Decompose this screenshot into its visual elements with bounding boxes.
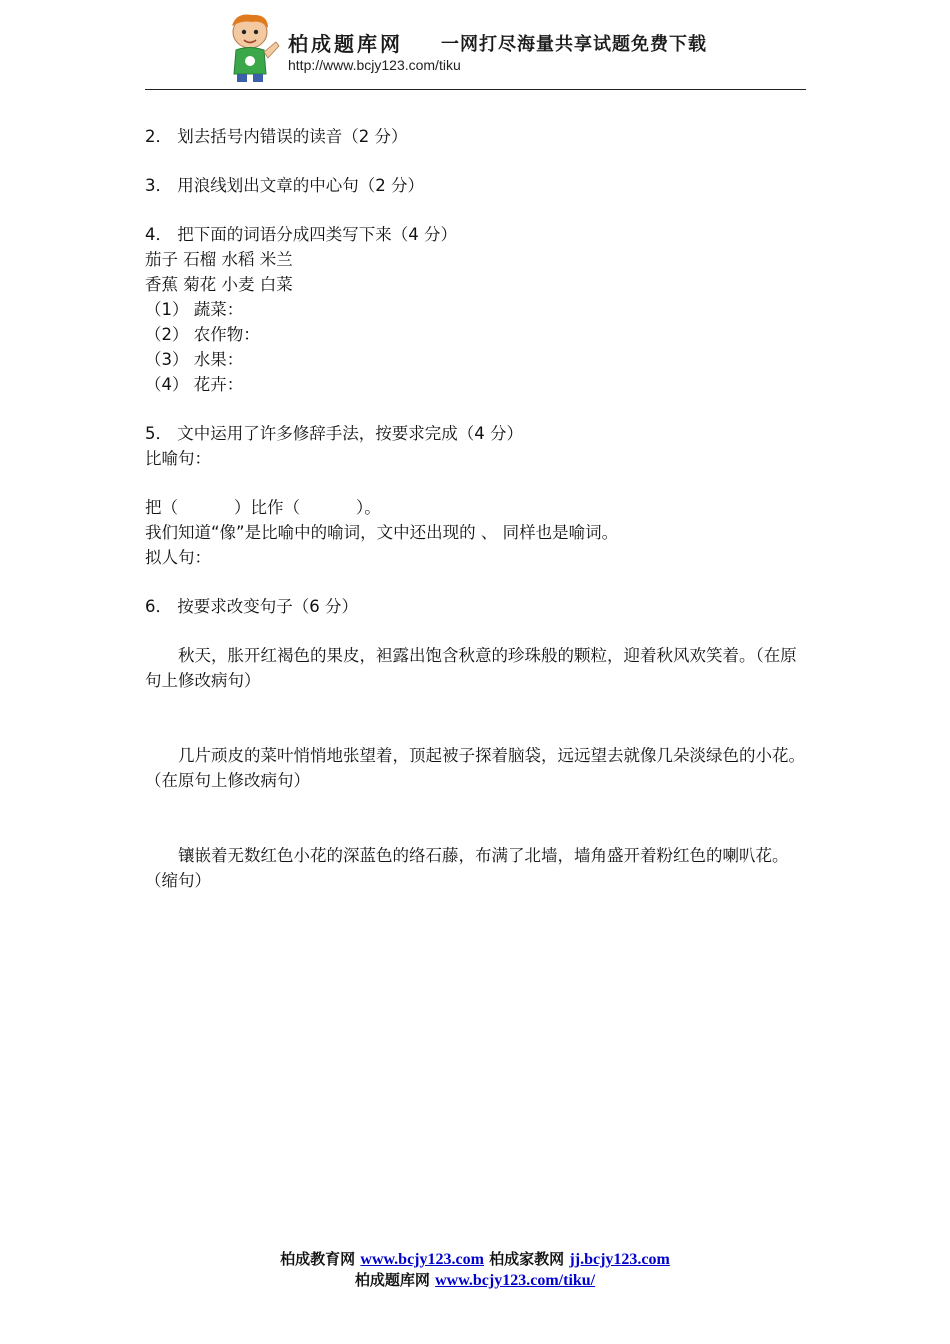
brand-slogan: 一网打尽海量共享试题免费下载 — [441, 34, 707, 55]
brand-title: 柏成题库网 — [288, 32, 403, 56]
category-crops: （2） 农作物： — [145, 325, 260, 344]
footer-edu-label: 柏成教育网 — [280, 1250, 356, 1268]
question-5-title: 5． 文中运用了许多修辞手法，按要求完成（4 分） — [145, 424, 523, 443]
simile-label: 比喻句： — [145, 449, 211, 468]
page-footer — [0, 1249, 950, 1291]
personification-label: 拟人句： — [145, 548, 211, 567]
category-fruits: （3） 水果： — [145, 350, 244, 369]
category-vegetables: （1） 蔬菜： — [145, 300, 244, 319]
category-flowers: （4） 花卉： — [145, 375, 244, 394]
mascot-logo-icon — [218, 12, 282, 84]
question-3: 3． 用浪线划出文章的中心句（2 分） — [145, 176, 424, 195]
word-list-line-1: 茄子 石榴 水稻 米兰 — [145, 250, 293, 269]
footer-line-1 — [0, 1249, 950, 1270]
simile-fill-line — [145, 495, 806, 520]
simile-bizuo: ）比作（ — [234, 498, 300, 517]
header-divider — [145, 89, 806, 90]
footer-tutor-link[interactable]: jj.bcjy123.com — [569, 1251, 670, 1268]
sentence-2: 几片顽皮的菜叶悄悄地张望着，顶起被子探着脑袋，远远望去就像几朵淡绿色的小花。（在原句上修改病句） — [145, 746, 805, 790]
question-2: 2． 划去括号内错误的读音（2 分） — [145, 127, 408, 146]
sentence-3: 镶嵌着无数红色小花的深蓝色的络石藤，布满了北墙，墙角盛开着粉红色的喇叭花。（缩句） — [145, 846, 789, 890]
footer-tiku-label: 柏成题库网 — [354, 1271, 430, 1289]
simile-note: 我们知道“像”是比喻中的喻词，文中还出现的 、 同样也是喻词。 — [145, 523, 619, 542]
sentence-1: 秋天，胀开红褐色的果皮，袒露出饱含秋意的珍珠般的颗粒，迎着秋风欢笑着。（在原句上修改病句） — [145, 646, 797, 690]
simile-end: ）。 — [356, 498, 381, 517]
question-6-title: 6． 按要求改变句子（6 分） — [145, 597, 358, 616]
footer-tiku-link[interactable]: www.bcjy123.com/tiku/ — [435, 1272, 596, 1289]
footer-tutor-label: 柏成家教网 — [489, 1250, 565, 1268]
simile-ba: 把（ — [145, 498, 178, 517]
question-content — [145, 124, 806, 893]
question-4-title: 4． 把下面的词语分成四类写下来（4 分） — [145, 225, 457, 244]
word-list-line-2: 香蕉 菊花 小麦 白菜 — [145, 275, 293, 294]
footer-edu-link[interactable]: www.bcjy123.com — [360, 1251, 484, 1268]
brand-url[interactable]: http://www.bcjy123.com/tiku — [288, 57, 461, 73]
footer-line-2 — [0, 1270, 950, 1291]
